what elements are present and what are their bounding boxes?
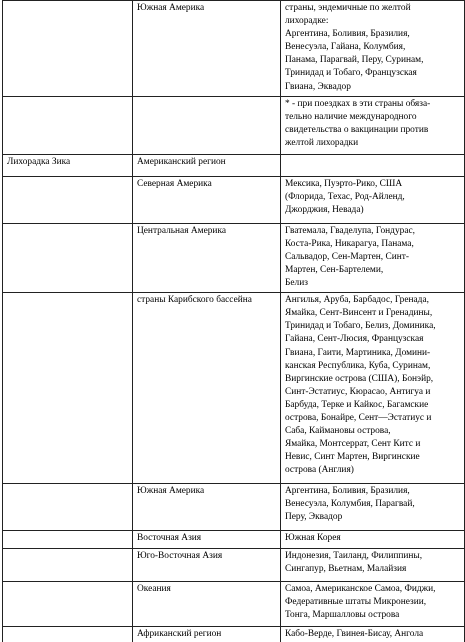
countries-cell: Аргентина, Боливия, Бразилия, Венесуэла, Колумбия, Парагвай, Перу, Эквадор (281, 484, 465, 531)
region-cell: Африканский регион (133, 627, 281, 642)
travel-risk-table (2, 0, 465, 642)
region-cell: Юго-Восточная Азия (133, 549, 281, 582)
table-row (3, 223, 465, 292)
countries-cell: Ангилья, Аруба, Барбадос, Гренада, Ямайка, Сент-Винсент и Гренадины, Тринидад и Тобаго, Белиз, Доминика, Гайана, Сент-Люсия, Французская Гвиана, Гаити, Мартиника, Домини- канская Республика, Куба, Суринам, Виргинские острова (США), Бонэйр, Синт-Эстатиус, Кюрасао, Антигуа и Барбуда, Терке и Кайкос, Багамские острова, Бонайре, Сент—Эстатиус и Саба, Каймановы острова, Ямайка, Монтсеррат, Сент Китс и Невис, Синт Мартен, Виргинские острова (Англия) (281, 293, 465, 484)
region-cell: Восточная Азия (133, 531, 281, 549)
disease-cell (3, 549, 133, 582)
region-cell: Океания (133, 582, 281, 627)
region-cell: Северная Америка (133, 176, 281, 223)
table-row (3, 154, 465, 176)
disease-cell (3, 627, 133, 642)
table-row (3, 96, 465, 154)
disease-cell (3, 484, 133, 531)
countries-cell: Мексика, Пуэрто-Рико, США (Флорида, Техас, Род-Айленд, Джорджия, Невада) (281, 176, 465, 223)
table-row (3, 1, 465, 97)
table-row (3, 549, 465, 582)
disease-cell (3, 293, 133, 484)
countries-cell: Индонезия, Таиланд, Филиппины, Сингапур, Вьетнам, Малайзия (281, 549, 465, 582)
countries-cell: страны, эндемичные по желтой лихорадке: Аргентина, Боливия, Бразилия, Венесуэла, Гайана, Колумбия, Панама, Парагвай, Перу, Суринам, Тринидад и Тобаго, Французская Гвиана, Эквадор (281, 1, 465, 97)
table-row (3, 582, 465, 627)
region-cell: Южная Америка (133, 484, 281, 531)
region-cell: страны Карибского бассейна (133, 293, 281, 484)
region-cell: Южная Америка (133, 1, 281, 97)
disease-cell (3, 582, 133, 627)
region-cell: Американский регион (133, 154, 281, 176)
table-row (3, 176, 465, 223)
table-row (3, 531, 465, 549)
region-cell: Центральная Америка (133, 223, 281, 292)
disease-cell: Лихорадка Зика (3, 154, 133, 176)
table-row (3, 484, 465, 531)
countries-cell: Самоа, Американское Самоа, Фиджи, Федеративные штаты Микронезии, Тонга, Маршалловы острова (281, 582, 465, 627)
table-row (3, 293, 465, 484)
disease-cell (3, 1, 133, 97)
countries-cell: * - при поездках в эти страны обяза- тельно наличие международного свидетельства о вакцинации против желтой лихорадки (281, 96, 465, 154)
countries-cell (281, 154, 465, 176)
region-cell (133, 96, 281, 154)
countries-cell: Южная Корея (281, 531, 465, 549)
countries-cell: Кабо-Верде, Гвинея-Бисау, Ангола (281, 627, 465, 642)
countries-cell: Гватемала, Гваделупа, Гондурас, Коста-Рика, Никарагуа, Панама, Сальвадор, Сен-Мартен, Синт- Мартен, Сен-Бартелеми, Белиз (281, 223, 465, 292)
disease-cell (3, 223, 133, 292)
disease-cell (3, 176, 133, 223)
table-row (3, 627, 465, 642)
disease-cell (3, 531, 133, 549)
disease-cell (3, 96, 133, 154)
